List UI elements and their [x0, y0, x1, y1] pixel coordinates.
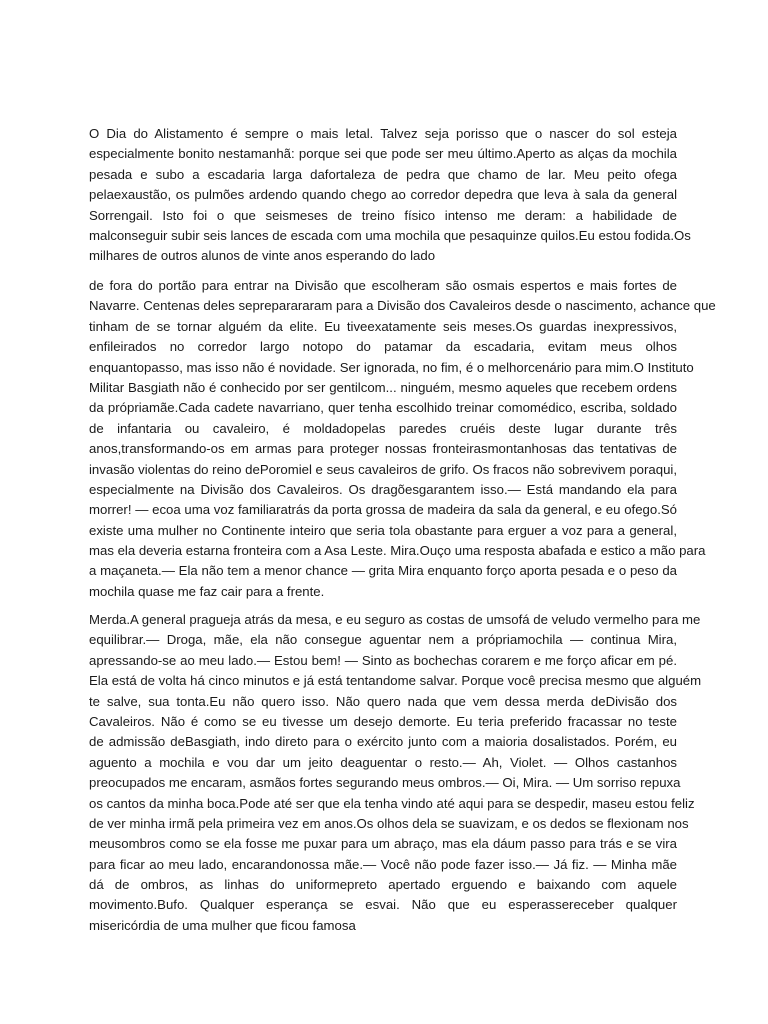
text-line: dá de ombros, as linhas do uniformepreto apertado erguendo e baixando com aquele	[89, 877, 677, 893]
text-line: Merda.A general pragueja atrás da mesa, e eu seguro as costas de umsofá de veludo vermelho para me	[89, 612, 701, 627]
text-line: existe uma mulher no Continente inteiro que seria tola obastante para erguer a voz para a general,	[89, 522, 677, 538]
text-line: Sorrengail. Isto foi o que seismeses de treino físico intenso me deram: a habilidade de	[89, 207, 677, 223]
text-line: enfileirados no corredor largo notopo do patamar da escadaria, evitam meus olhos	[89, 339, 677, 355]
text-line: anos,transformando-os em armas para proteger nossas fronteirasmontanhosas das tentativas de	[89, 441, 677, 457]
text-line: morrer! — ecoa uma voz familiaratrás da porta grossa de madeira da sala da general, e eu ofego.Só	[89, 502, 677, 518]
text-line: malconseguir subir seis lances de escada com uma mochila que pesaquinze quilos.Eu estou fodida.Os	[89, 227, 691, 243]
text-line: te salve, sua tonta.Eu não quero isso. Não quero nada que vem dessa merda deDivisão dos	[89, 693, 677, 709]
text-line: especialmente na Divisão dos Cavaleiros. Os dragõesgarantem isso.— Está mandando ela para	[89, 481, 677, 497]
text-line: da própriamãe.Cada cadete navarriano, quer tenha escolhido treinar comomédico, escriba, soldado	[89, 400, 677, 416]
text-line: de fora do portão para entrar na Divisão que escolheram são osmais espertos e mais fortes de	[89, 278, 677, 293]
text-line: preocupados me encaram, asmãos fortes segurando meus ombros.— Oi, Mira. — Um sorriso repuxa	[89, 775, 681, 791]
text-line: invasão violentas do reino dePoromiel e seus cavaleiros de grifo. Os fracos não sobrevivem poraqui,	[89, 461, 677, 477]
text-line: de infantaria ou cavaleiro, é moldadopelas paredes cruéis deste lugar durante três	[89, 420, 677, 436]
text-line: O Dia do Alistamento é sempre o mais letal. Talvez seja porisso que o nascer do sol esteja	[89, 126, 677, 141]
text-line: os cantos da minha boca.Pode até ser que ela tenha vindo até aqui para se despedir, maseu estou feliz	[89, 795, 695, 811]
text-line: pelaexaustão, os pulmões ardendo quando chego ao corredor depedra que leva à sala da general	[89, 187, 677, 203]
text-line: especialmente bonito nestamanhã: porque sei que pode ser meu último.Aperto as alças da mochila	[89, 146, 677, 162]
text-line: movimento.Bufo. Qualquer esperança se esvai. Não que eu esperassereceber qualquer	[89, 897, 677, 913]
text-line: milhares de outros alunos de vinte anos esperando do lado	[89, 248, 436, 264]
text-line: mas ela deveria estarna fronteira com a Asa Leste. Mira.Ouço uma resposta abafada e estico a mão para	[89, 543, 706, 559]
text-line: para ficar ao meu lado, encarandonossa mãe.— Você não pode fazer isso.— Já fiz. — Minha mãe	[89, 856, 677, 872]
text-line: tinham de se tornar alguém da elite. Eu tiveexatamente seis meses.Os guardas inexpressivos,	[89, 318, 677, 334]
text-line: meusombros como se ela fosse me puxar para um abraço, mas ela dáum passo para trás e se vira	[89, 836, 677, 852]
text-line: equilibrar.— Droga, mãe, ela não consegue aguentar nem a própriamochila — continua Mira,	[89, 632, 677, 648]
text-line: a maçaneta.— Ela não tem a menor chance — grita Mira enquanto forço aporta pesada e o peso da	[89, 563, 677, 579]
text-line: pesada e subo a escadaria larga dafortaleza de pedra que chamo de lar. Meu peito ofega	[89, 166, 677, 182]
text-line: apressando-se ao meu lado.— Estou bem! — Sinto as bochechas corarem e me forço aficar em pé.	[89, 652, 677, 668]
paragraph-2	[89, 276, 716, 602]
text-line: de admissão deBasgiath, indo direto para o exército junto com a maioria dosalistados. Porém, eu	[89, 734, 677, 750]
paragraph-1	[89, 124, 691, 267]
text-line: Navarre. Centenas deles sepreparararam para a Divisão dos Cavaleiros desde o nascimento, achance que	[89, 298, 716, 314]
paragraph-3	[89, 610, 702, 936]
text-line: misericórdia de uma mulher que ficou famosa	[89, 917, 356, 933]
text-line: enquantopasso, mas isso não é novidade. Ser ignorada, no fim, é o melhorcenário para mim.O Instituto	[89, 359, 694, 375]
text-line: Cavaleiros. Não é como se eu tivesse um desejo demorte. Eu teria preferido fracassar no teste	[89, 713, 677, 729]
text-line: mochila quase me faz cair para a frente.	[89, 583, 325, 599]
text-line: de ver minha irmã pela primeira vez em anos.Os olhos dela se suavizam, e os dedos se flexionam nos	[89, 815, 689, 831]
text-line: Ela está de volta há cinco minutos e já está tentandome salvar. Porque você precisa mesmo que alguém	[89, 673, 702, 689]
text-line: Militar Basgiath não é conhecido por ser gentilcom... ninguém, mesmo aqueles que recebem ordens	[89, 379, 677, 395]
text-line: aguento a mochila e vou dar um jeito deaguentar o resto.— Ah, Violet. — Olhos castanhos	[89, 754, 677, 770]
